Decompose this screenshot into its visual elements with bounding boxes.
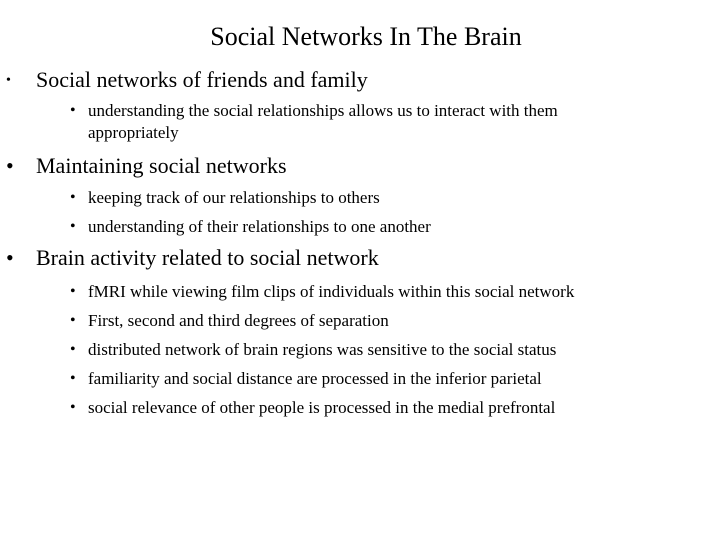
section-heading-3 <box>6 244 379 272</box>
bullet-icon: • <box>70 341 76 358</box>
list-item-text: understanding the social relationships allows us to interact with them appropriately <box>88 101 558 142</box>
list-item-text: distributed network of brain regions was sensitive to the social status <box>88 340 557 359</box>
bullet-icon: • <box>6 153 14 178</box>
bullet-icon: • <box>70 218 76 235</box>
section-heading-2 <box>6 152 287 180</box>
bullet-icon: • <box>70 189 76 206</box>
list-item <box>70 335 710 364</box>
bullet-icon: • <box>70 312 76 329</box>
list-item-text: First, second and third degrees of separation <box>88 311 389 330</box>
list-item <box>70 187 670 209</box>
list-item <box>70 216 670 238</box>
bullet-icon: • <box>6 245 14 270</box>
list-item <box>70 100 650 144</box>
brain-activity-list <box>70 277 710 422</box>
list-item <box>70 306 710 335</box>
bullet-icon: • <box>6 73 11 88</box>
bullet-icon: • <box>70 102 76 119</box>
section-heading-text: Brain activity related to social network <box>36 245 379 270</box>
list-item-text: understanding of their relationships to one another <box>88 217 431 236</box>
bullet-icon: • <box>70 370 76 387</box>
list-item-text: familiarity and social distance are processed in the inferior parietal <box>88 369 542 388</box>
bullet-icon: • <box>70 283 76 300</box>
section-heading-1 <box>6 66 368 95</box>
section-heading-text: Maintaining social networks <box>36 153 287 178</box>
list-item-text: keeping track of our relationships to others <box>88 188 380 207</box>
section-heading-text: Social networks of friends and family <box>36 67 368 92</box>
bullet-icon: • <box>70 399 76 416</box>
list-item <box>70 364 710 393</box>
slide-title: Social Networks In The Brain <box>210 22 522 51</box>
list-item <box>70 393 710 422</box>
list-item <box>70 277 710 306</box>
list-item-text: fMRI while viewing film clips of individuals within this social network <box>88 282 575 301</box>
list-item-text: social relevance of other people is processed in the medial prefrontal <box>88 398 556 417</box>
